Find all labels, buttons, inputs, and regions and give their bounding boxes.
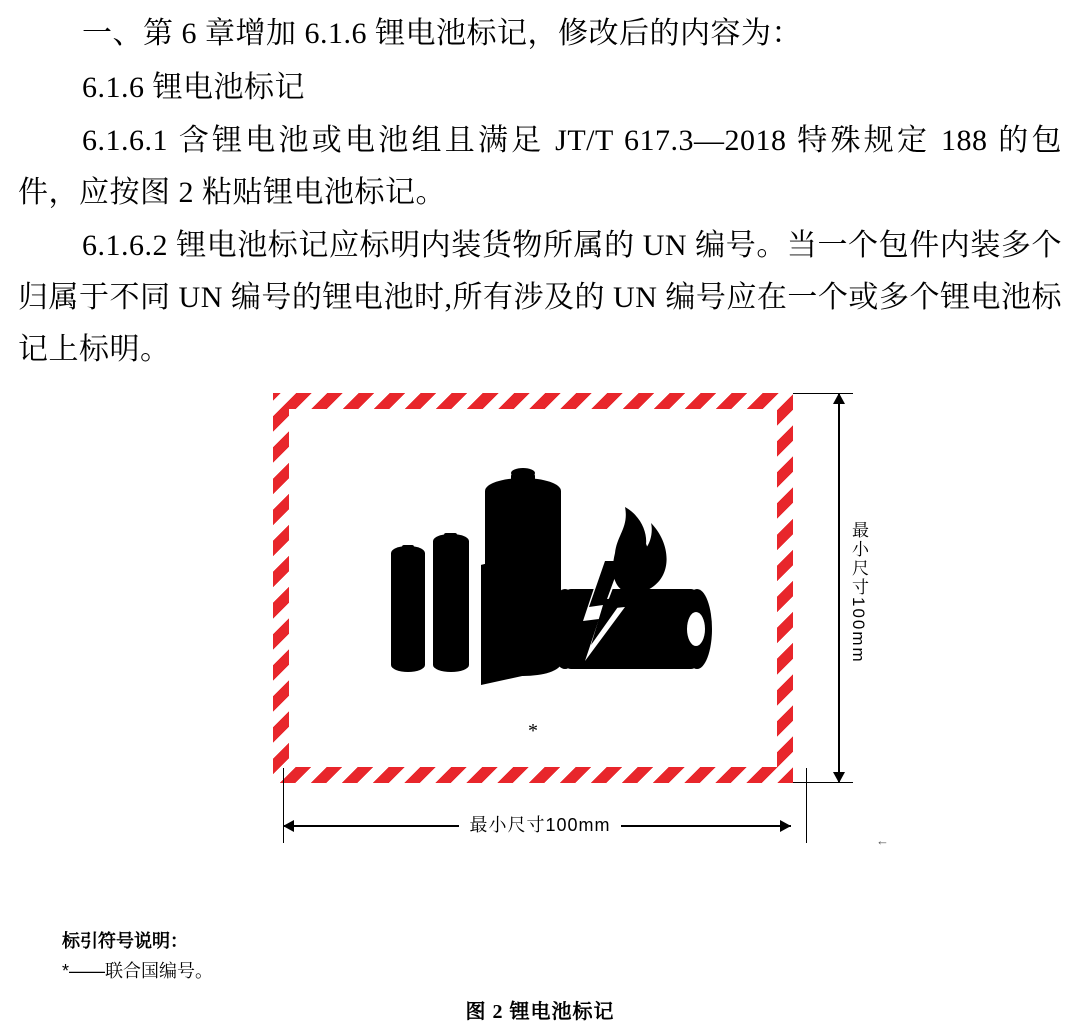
figure-lithium-battery-mark [18, 393, 1062, 863]
paragraph-2: 6.1.6 锂电池标记 [82, 70, 305, 104]
lithium-battery-label [273, 393, 793, 783]
battery-fire-pictogram [333, 449, 733, 714]
dimension-line-vertical [838, 393, 840, 783]
dimension-height-label: 最小尺寸100mm [849, 521, 868, 664]
dimension-width-label: 最小尺寸100mm [459, 815, 620, 835]
un-number-marker: * [528, 720, 538, 743]
paragraph-4: 6.1.6.2 锂电池标记应标明内装货物所属的 UN 编号。当一个包件内装多个归属于不同 UN 编号的锂电池时,所有涉及的 UN 编号应在一个或多个锂电池标记上标明。 [18, 229, 1062, 366]
dimension-width-label-wrap [18, 811, 1062, 837]
legend-title: 标引符号说明： [62, 931, 188, 951]
paragraph-3: 6.1.6.1 含锂电池或电池组且满足 JT/T 617.3—2018 特殊规定 188 的包件，应按图 2 粘贴锂电池标记。 [18, 124, 1062, 209]
figure-caption: 图 2 锂电池标记 [465, 1001, 615, 1023]
corner-mark: ← [876, 833, 889, 849]
paragraph-1: 一、第 6 章增加 6.1.6 锂电池标记，修改后的内容为： [82, 17, 802, 50]
legend [62, 927, 213, 986]
legend-note: *——联合国编号。 [62, 960, 214, 981]
label-inner-area [289, 409, 777, 767]
